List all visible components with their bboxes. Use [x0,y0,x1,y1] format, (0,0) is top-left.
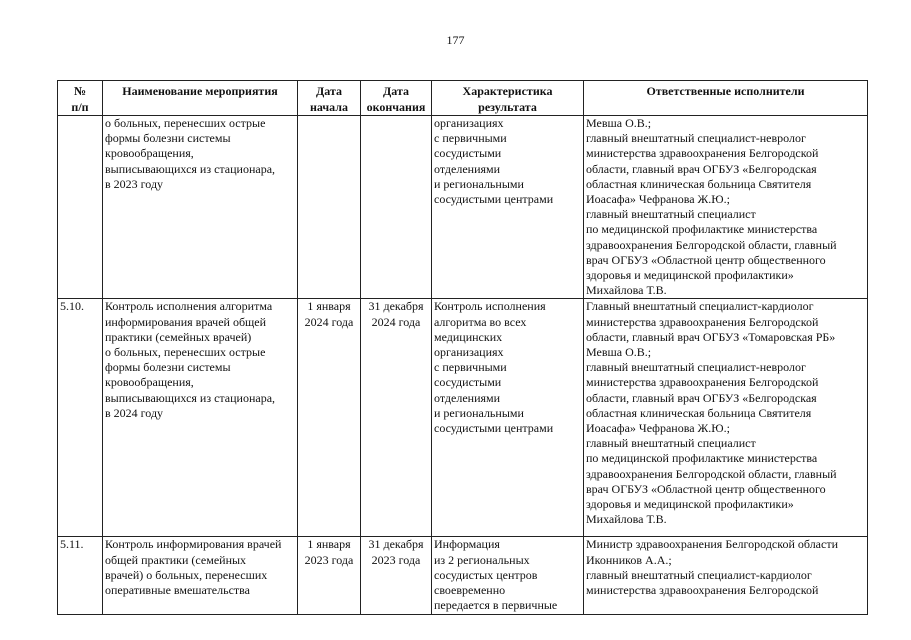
row-responsible: Мевша О.В.; главный внештатный специалист-невролог министерства здравоохранения Белгородской области, главный врач ОГБУЗ «Белгородская областная клиническая больница Святителя Иоасафа» Чефранова Ж.Ю.; главный внештатный специалист по медицинской профилактике министерства здравоохранения Белгородской области, главный врач ОГБУЗ «Областной центр общественного здоровья и медицинской профилактики» Михайлова Т.В. [584,116,868,299]
header-start-date: Дата начала [298,81,361,116]
row-number: 5.10. [58,299,103,537]
page-number: 177 [446,33,465,47]
row-number [58,116,103,299]
row-result: Информация из 2 региональных сосудистых центров своевременно передается в первичные [432,537,584,615]
header-end-date: Дата окончания [361,81,432,116]
row-responsible: Главный внештатный специалист-кардиолог министерства здравоохранения Белгородской области, главный врач ОГБУЗ «Томаровская РБ» Мевша О.В.; главный внештатный специалист-невролог министерства здравоохранения Белгородской области, главный врач ОГБУЗ «Белгородская областная клиническая больница Святителя Иоасафа» Чефранова Ж.Ю.; главный внештатный специалист по медицинской профилактике министерства здравоохранения Белгородской области, главный врач ОГБУЗ «Областной центр общественного здоровья и медицинской профилактики» Михайлова Т.В. [584,299,868,537]
row-responsible: Министр здравоохранения Белгородской области Иконников А.А.; главный внештатный специалист-кардиолог министерства здравоохранения Белгородской [584,537,868,615]
header-responsible: Ответственные исполнители [584,81,868,116]
row-number: 5.11. [58,537,103,615]
table-row [58,537,868,615]
header-result: Характеристика результата [432,81,584,116]
row-start-date: 1 января 2023 года [298,537,361,615]
row-start-date [298,116,361,299]
header-name: Наименование мероприятия [103,81,298,116]
row-start-date: 1 января 2024 года [298,299,361,537]
row-result: организациях с первичными сосудистыми отделениями и региональными сосудистыми центрами [432,116,584,299]
row-end-date [361,116,432,299]
row-measure-name: Контроль исполнения алгоритма информирования врачей общей практики (семейных врачей) о больных, перенесших острые формы болезни системы кровообращения, выписывающихся из стационара, в 2024 году [103,299,298,537]
measures-table [57,80,868,615]
row-measure-name: Контроль информирования врачей общей практики (семейных врачей) о больных, перенесших оперативные вмешательства [103,537,298,615]
table-header-row [58,81,868,116]
header-num: № п/п [58,81,103,116]
row-result: Контроль исполнения алгоритма во всех медицинских организациях с первичными сосудистыми отделениями и региональными сосудистыми центрами [432,299,584,537]
row-end-date: 31 декабря 2024 года [361,299,432,537]
table-row [58,299,868,537]
row-measure-name: о больных, перенесших острые формы болезни системы кровообращения, выписывающихся из стационара, в 2023 году [103,116,298,299]
table-row [58,116,868,299]
row-end-date: 31 декабря 2023 года [361,537,432,615]
